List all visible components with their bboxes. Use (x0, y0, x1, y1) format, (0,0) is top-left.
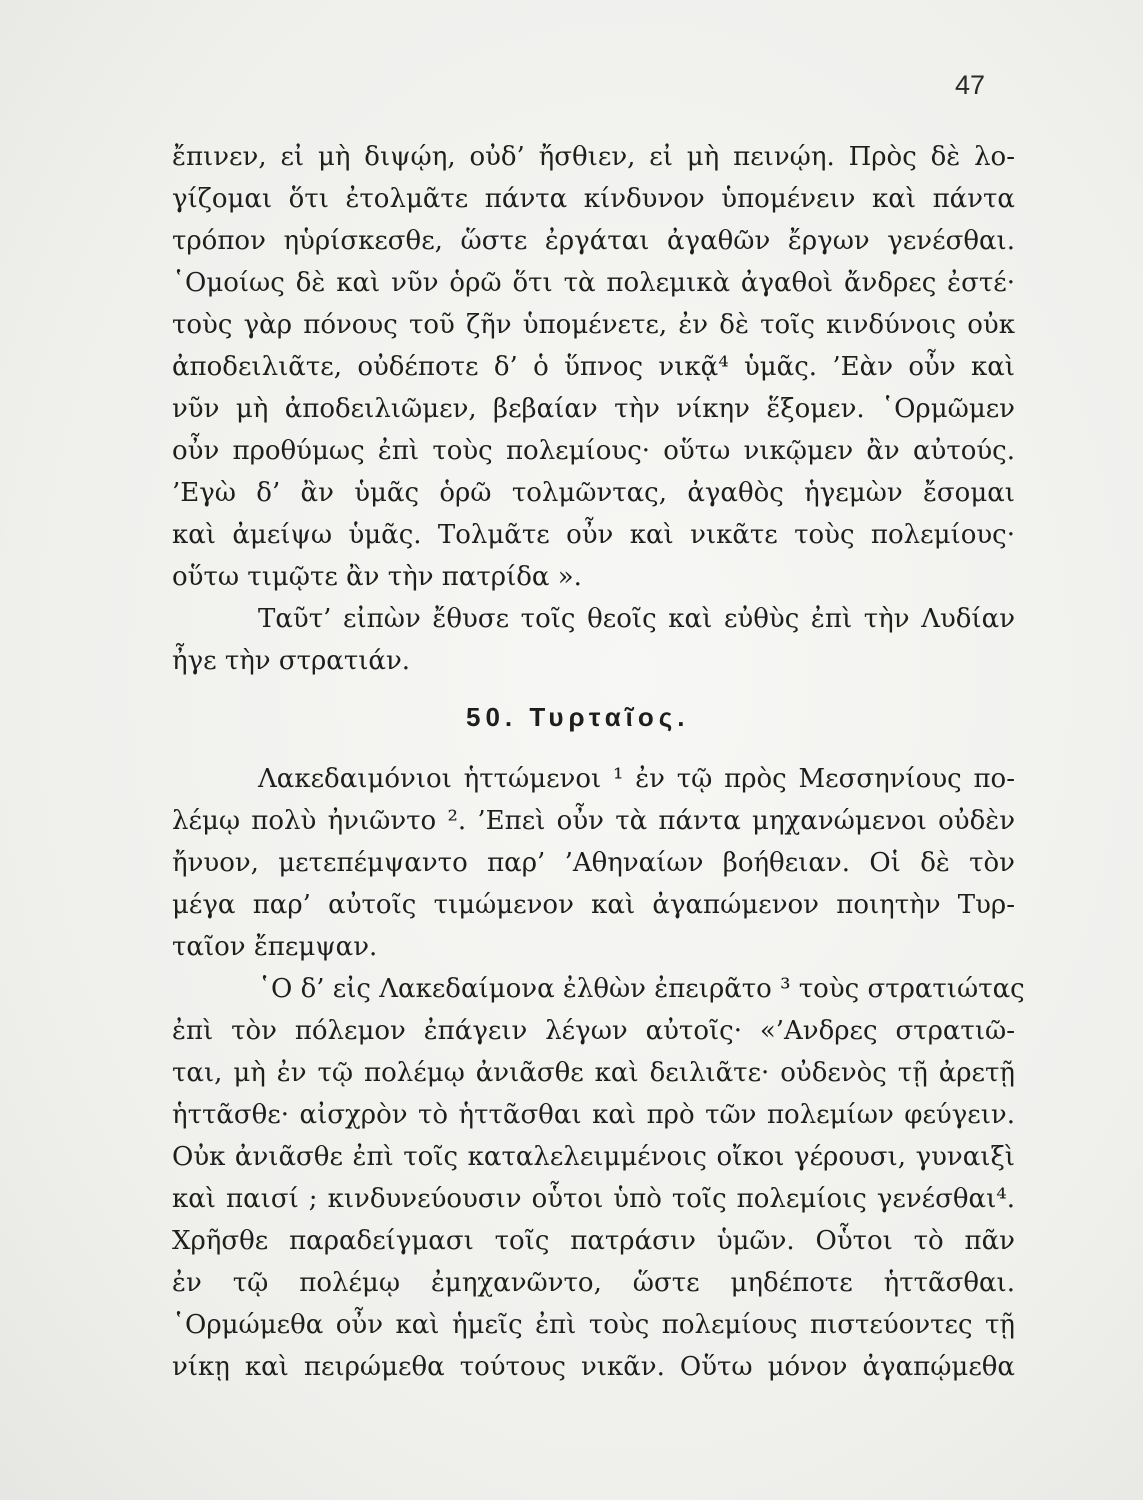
text-line: μέγα παρ’ αὐτοῖς τιμώμενον καὶ ἀγαπώμενον ποιητὴν Τυρ- (172, 890, 1015, 920)
text-line: τρόπον ηὑρίσκεσθε, ὥστε ἐργάται ἀγαθῶν ἔργων γενέσθαι. (172, 226, 1015, 256)
text-line: ται, μὴ ἐν τῷ πολέμῳ ἀνιᾶσθε καὶ δειλιᾶτε· οὐδενὸς τῇ ἀρετῇ (172, 1058, 1015, 1088)
text-line: καὶ ἀμείψω ὑμᾶς. Τολμᾶτε οὖν καὶ νικᾶτε τοὺς πολεμίους· (172, 520, 1015, 550)
text-line: ῾Ορμώμεθα οὖν καὶ ἡμεῖς ἐπὶ τοὺς πολεμίους πιστεύοντες τῇ (172, 1310, 1015, 1340)
text-line: Οὐκ ἀνιᾶσθε ἐπὶ τοῖς καταλελειμμένοις οἴκοι γέρουσι, γυναιξὶ (172, 1142, 1015, 1172)
text-line: καὶ παισί ; κινδυνεύουσιν οὗτοι ὑπὸ τοῖς πολεμίοις γενέσθαι⁴. (172, 1184, 1015, 1214)
text-line: Λακεδαιμόνιοι ἡττώμενοι ¹ ἐν τῷ πρὸς Μεσσηνίους πο- (258, 764, 1015, 794)
text-line: ῾Ομοίως δὲ καὶ νῦν ὁρῶ ὅτι τὰ πολεμικὰ ἀγαθοὶ ἄνδρες ἐστέ· (172, 268, 1015, 298)
text-line: λέμῳ πολὺ ἠνιῶντο ². ’Επεὶ οὖν τὰ πάντα μηχανώμενοι οὐδὲν (172, 806, 1015, 836)
text-line: ’Εγὼ δ’ ἂν ὑμᾶς ὁρῶ τολμῶντας, ἀγαθὸς ἡγεμὼν ἔσομαι (172, 478, 1015, 508)
text-line: ἡττᾶσθε· αἰσχρὸν τὸ ἡττᾶσθαι καὶ πρὸ τῶν πολεμίων φεύγειν. (172, 1100, 1015, 1130)
text-line: νῦν μὴ ἀποδειλιῶμεν, βεβαίαν τὴν νίκην ἕξομεν. ῾Ορμῶμεν (172, 394, 1015, 424)
page-number: 47 (955, 70, 986, 100)
text-line: νίκῃ καὶ πειρώμεθα τούτους νικᾶν. Οὕτω μόνον ἀγαπῴμεθα (172, 1352, 1015, 1382)
text-line: ἐπὶ τὸν πόλεμον ἐπάγειν λέγων αὐτοῖς· «’Ανδρες στρατιῶ- (172, 1016, 1015, 1046)
text-line: οὕτω τιμῷτε ἂν τὴν πατρίδα ». (172, 562, 582, 592)
text-line: ἔπινεν, εἰ μὴ διψῴη, οὐδ’ ἤσθιεν, εἰ μὴ πεινῴη. Πρὸς δὲ λο- (172, 142, 1015, 172)
text-line: τοὺς γὰρ πόνους τοῦ ζῆν ὑπομένετε, ἐν δὲ τοῖς κινδύνοις οὐκ (172, 310, 1015, 340)
text-line: οὖν προθύμως ἐπὶ τοὺς πολεμίους· οὕτω νικῷμεν ἂν αὐτούς. (172, 436, 1015, 466)
text-line: Ταῦτ’ εἰπὼν ἔθυσε τοῖς θεοῖς καὶ εὐθὺς ἐπὶ τὴν Λυδίαν (258, 604, 1015, 634)
text-line: γίζομαι ὅτι ἐτολμᾶτε πάντα κίνδυνον ὑπομένειν καὶ πάντα (172, 184, 1015, 214)
text-line: ἐν τῷ πολέμῳ ἐμηχανῶντο, ὥστε μηδέποτε ἡττᾶσθαι. (172, 1268, 1015, 1298)
text-line: Χρῆσθε παραδείγμασι τοῖς πατράσιν ὑμῶν. Οὗτοι τὸ πᾶν (172, 1226, 1015, 1256)
text-line: ἤνυον, μετεπέμψαντο παρ’ ’Αθηναίων βοήθειαν. Οἱ δὲ τὸν (172, 848, 1015, 878)
text-line: ἦγε τὴν στρατιάν. (172, 646, 411, 676)
text-line: ταῖον ἔπεμψαν. (172, 932, 378, 962)
section-title: 50. Τυρταῖος. (466, 702, 690, 732)
text-line: ἀποδειλιᾶτε, οὐδέποτε δ’ ὁ ὕπνος νικᾷ⁴ ὑμᾶς. ’Εὰν οὖν καὶ (172, 352, 1015, 382)
text-line: ῾Ο δ’ εἰς Λακεδαίμονα ἐλθὼν ἐπειρᾶτο ³ τοὺς στρατιώτας (258, 974, 1025, 1004)
